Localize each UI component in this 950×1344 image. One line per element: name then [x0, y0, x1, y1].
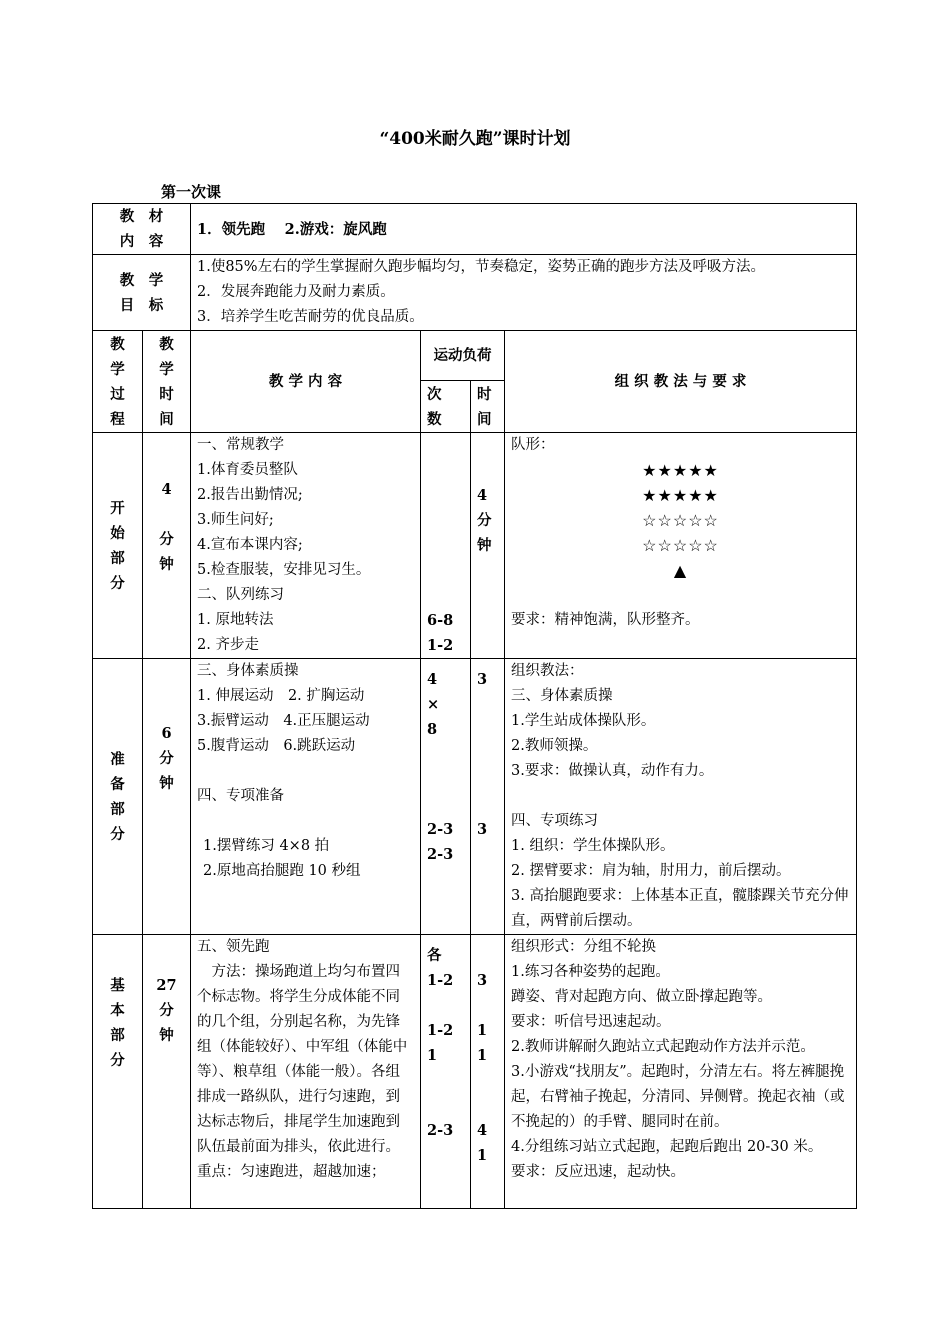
section-content: 一、常规教学 1.体育委员整队 2.报告出勤情况; 3.师生问好; 4.宣布本课内容; 5.检查服装，安排见习生。 二、队列练习 1. 原地转法 2. 齐步走 [191, 433, 421, 659]
formation-row: ☆☆☆☆☆ [642, 536, 719, 555]
section-counts: 6-8 1-2 [421, 433, 471, 659]
section-time: 4 分 钟 [143, 433, 191, 659]
goal-list: 1.使85%左右的学生掌握耐久跑步幅均匀，节奏稳定，姿势正确的跑步方法及呼吸方法。 2．发展奔跑能力及耐力素质。 3．培养学生吃苦耐劳的优良品质。 [191, 255, 857, 331]
content-row [93, 204, 857, 255]
content-label: 教 材 内 容 [93, 204, 191, 255]
col-count: 次 数 [421, 381, 471, 433]
col-load: 运动负荷 [421, 331, 505, 381]
formation-row: ★★★★★ [642, 461, 719, 480]
col-duration: 时 间 [471, 381, 505, 433]
section-name: 基 本 部 分 [93, 935, 143, 1209]
formation-diagram [511, 458, 850, 583]
section-row [93, 433, 857, 659]
section-durations: 4 分 钟 [471, 433, 505, 659]
goal-label: 教 学 目 标 [93, 255, 191, 331]
section-row [93, 659, 857, 935]
section-content: 三、身体素质操 1. 伸展运动 2. 扩胸运动 3.振臂运动 4.正压腿运动 5.腹背运动 6.跳跃运动 四、专项准备 1.摆臂练习 4×8 拍 2.原地高抬腿跑 10 秒组 [191, 659, 421, 935]
goal-row [93, 255, 857, 331]
section-method: 组织形式：分组不轮换 1.练习各种姿势的起跑。 蹲姿、背对起跑方向、做立卧撑起跑等。 要求：听信号迅速起动。 2.教师讲解耐久跑站立式起跑动作方法并示范。 3.小游戏“找朋友”。起跑时，分清左右。将左裤腿挽起，右臂袖子挽起，分清同、异侧臂。挽起衣袖（或不挽起的）的手臂、腿同时在前。 4.分组练习站立式起跑，起跑后跑出 20-30 米。 要求：反应迅速，起动快。 [505, 935, 857, 1209]
section-durations: 3 3 [471, 659, 505, 935]
col-method: 组 织 教 法 与 要 求 [505, 331, 857, 433]
lesson-plan-table [92, 203, 857, 1209]
section-counts: 4 × 8 2-3 2-3 [421, 659, 471, 935]
section-row [93, 935, 857, 1209]
formation-row: ☆☆☆☆☆ [642, 511, 719, 530]
teacher-marker: ▲ [673, 561, 688, 580]
section-counts: 各 1-2 1-2 1 2-3 [421, 935, 471, 1209]
section-time: 6 分 钟 [143, 659, 191, 935]
col-time: 教 学 时 间 [143, 331, 191, 433]
section-time: 27 分 钟 [143, 935, 191, 1209]
page-title: “400米耐久跑”课时计划 [379, 129, 571, 149]
section-content: 五、领先跑 方法：操场跑道上均匀布置四个标志物。将学生分成体能不同的几个组，分别起名称，为先锋组（体能较好）、中军组（体能中等）、粮草组（体能一般）。各组排成一路纵队，进行匀速跑，到达标志物后，排尾学生加速跑到队伍最前面为排头，依此进行。 重点：匀速跑进，超越加速； [191, 935, 421, 1209]
section-durations: 3 1 1 4 1 [471, 935, 505, 1209]
col-content: 教 学 内 容 [191, 331, 421, 433]
section-name: 开 始 部 分 [93, 433, 143, 659]
content-value: 1．领先跑 2.游戏：旋风跑 [191, 204, 857, 255]
section-name: 准 备 部 分 [93, 659, 143, 935]
col-process: 教 学 过 程 [93, 331, 143, 433]
formation-row: ★★★★★ [642, 486, 719, 505]
lesson-label: 第一次课 [161, 183, 222, 201]
section-method: 组织教法： 三、身体素质操 1.学生站成体操队形。 2.教师领操。 3.要求：做操认真，动作有力。 四、专项练习 1. 组织：学生体操队形。 2. 摆臂要求：肩为轴，肘用力，前后摆动。 3. 高抬腿跑要求：上体基本正直，髋膝踝关节充分伸直，两臂前后摆动。 [505, 659, 857, 935]
column-header-row [93, 331, 857, 381]
section-method: 队形： ★★★★★ ★★★★★ ☆☆☆☆☆ ☆☆☆☆☆ ▲ 要求：精神饱满，队形整齐。 [505, 433, 857, 659]
